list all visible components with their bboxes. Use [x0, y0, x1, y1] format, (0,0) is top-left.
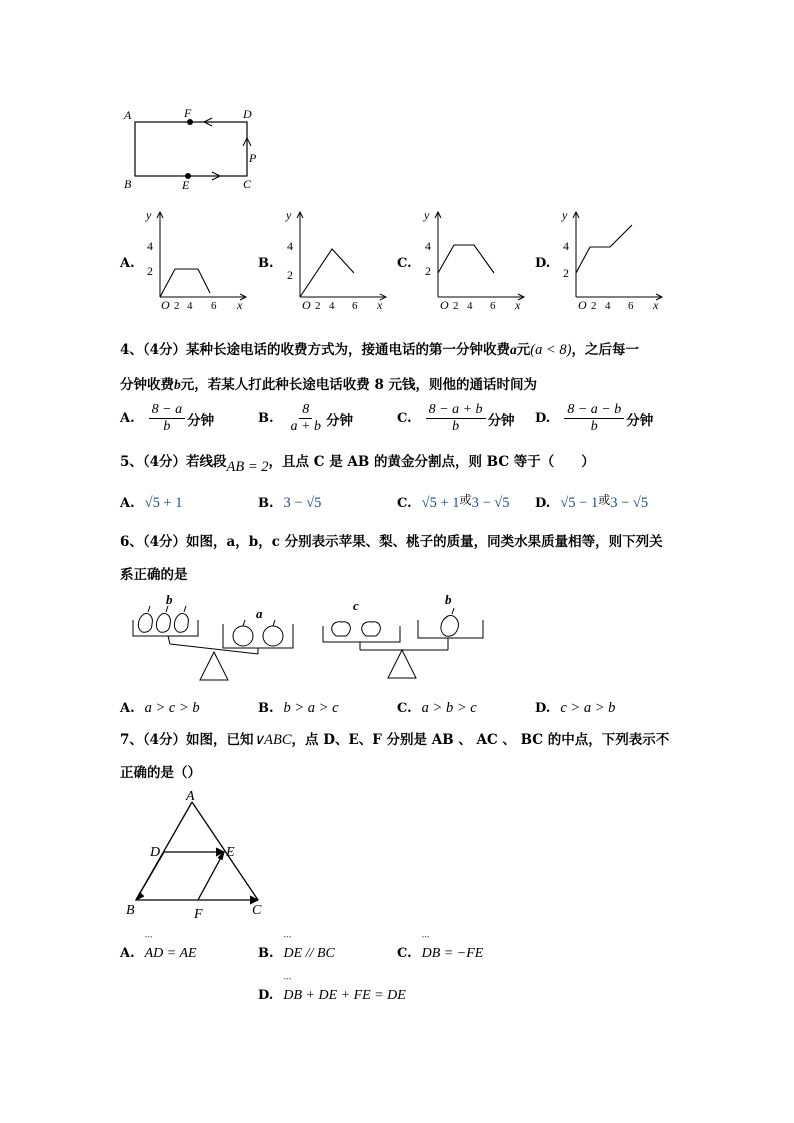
- label-E: E: [182, 178, 190, 192]
- svg-text:y: y: [424, 208, 430, 222]
- svg-text:4: 4: [563, 239, 569, 253]
- q4-line1: 4、（4分）某种长途电话的收费方式为，接通电话的第一分钟收费a元(a < 8)，之后每一: [120, 342, 639, 358]
- q4-option-b[interactable]: B. $\frac{8}{a + b}$ 分钟: [258, 402, 353, 434]
- svg-text:x: x: [653, 298, 659, 310]
- svg-text:F: F: [194, 907, 203, 922]
- q5-option-a[interactable]: A. √5 + 1: [120, 495, 183, 511]
- svg-text:y: y: [146, 208, 152, 222]
- q7-line2: 正确的是（）: [120, 765, 201, 781]
- q7-option-b[interactable]: B.``` DE // BC: [258, 942, 335, 962]
- svg-text:B: B: [126, 903, 135, 918]
- graph-c[interactable]: [418, 205, 528, 310]
- q4-option-a[interactable]: A. $\frac{8 - a}{b}$ 分钟: [120, 402, 215, 434]
- svg-text:2: 2: [147, 264, 153, 278]
- graph-d[interactable]: [556, 205, 666, 310]
- svg-text:O: O: [578, 298, 587, 310]
- q4-line2: 分钟收费b元，若某人打此种长途电话收费 8 元钱，则他的通话时间为: [120, 377, 538, 393]
- svg-text:2: 2: [425, 264, 431, 278]
- svg-text:c: c: [353, 598, 359, 613]
- label-A: A: [124, 108, 132, 122]
- q5-option-c[interactable]: C. √5 + 1或3 − √5: [397, 493, 510, 511]
- svg-text:2: 2: [563, 266, 569, 280]
- graph-option-b-letter[interactable]: B.: [258, 256, 274, 271]
- svg-text:y: y: [562, 208, 568, 222]
- q6-option-b[interactable]: B. b > a > c: [258, 700, 339, 716]
- svg-text:O: O: [440, 298, 449, 310]
- q7-option-c[interactable]: C.``` DB = −FE: [397, 942, 483, 962]
- svg-text:6: 6: [211, 300, 217, 310]
- svg-text:2: 2: [174, 300, 180, 310]
- label-B: B: [124, 177, 132, 191]
- graph-option-a-letter[interactable]: A.: [120, 256, 135, 271]
- label-D: D: [243, 107, 252, 121]
- q5-option-d[interactable]: D. √5 − 1或3 − √5: [535, 493, 649, 511]
- svg-text:x: x: [377, 298, 383, 310]
- svg-text:4: 4: [467, 300, 473, 310]
- triangle-figure: [120, 786, 280, 926]
- q6-option-d[interactable]: D. c > a > b: [535, 700, 616, 716]
- rectangle-figure: [120, 100, 270, 200]
- q7-option-a[interactable]: A.``` AD = AE: [120, 942, 197, 962]
- svg-text:a: a: [256, 606, 263, 621]
- svg-text:2: 2: [287, 268, 293, 282]
- svg-text:x: x: [515, 298, 521, 310]
- q7-line1: 7、（4分）如图，已知∨ABC，点 D、E、F 分别是 AB 、 AC 、 BC 的中点，下列表示不: [120, 732, 670, 748]
- svg-text:E: E: [226, 845, 235, 860]
- q5-stem: 5、（4分）若线段AB = 2，且点 C 是 AB 的黄金分割点，则 BC 等于（ ）: [120, 454, 595, 475]
- svg-text:6: 6: [628, 300, 634, 310]
- q4-option-c[interactable]: C. $\frac{8 - a + b}{b}$ 分钟: [397, 402, 515, 434]
- graph-b[interactable]: [280, 205, 390, 310]
- svg-text:2: 2: [453, 300, 459, 310]
- balance-scales-figure: [128, 592, 493, 687]
- svg-text:A: A: [186, 789, 195, 804]
- svg-text:2: 2: [591, 300, 597, 310]
- svg-text:6: 6: [352, 300, 358, 310]
- svg-text:x: x: [237, 298, 243, 310]
- svg-text:4: 4: [605, 300, 611, 310]
- svg-text:b: b: [166, 592, 173, 607]
- label-P: P: [249, 151, 257, 165]
- svg-text:y: y: [286, 208, 292, 222]
- svg-text:O: O: [161, 298, 170, 310]
- svg-text:D: D: [150, 845, 161, 860]
- q6-line2: 系正确的是: [120, 567, 188, 583]
- svg-text:4: 4: [287, 239, 293, 253]
- label-C: C: [243, 177, 252, 191]
- svg-text:6: 6: [490, 300, 496, 310]
- q6-option-c[interactable]: C. a > b > c: [397, 700, 477, 716]
- svg-text:4: 4: [147, 239, 153, 253]
- svg-text:4: 4: [187, 300, 193, 310]
- graph-option-d-letter[interactable]: D.: [535, 256, 551, 271]
- q6-option-a[interactable]: A. a > c > b: [120, 700, 200, 716]
- svg-text:O: O: [302, 298, 311, 310]
- svg-text:2: 2: [315, 300, 321, 310]
- svg-text:4: 4: [425, 239, 431, 253]
- q4-option-d[interactable]: D. $\frac{8 - a - b}{b}$ 分钟: [535, 402, 654, 434]
- graph-option-c-letter[interactable]: C.: [397, 256, 412, 271]
- q6-line1: 6、（4分）如图，a，b，c 分别表示苹果、梨、桃子的质量，同类水果质量相等，则下列关: [120, 534, 663, 550]
- svg-text:C: C: [252, 903, 262, 918]
- q5-option-b[interactable]: B. 3 − √5: [258, 495, 322, 511]
- svg-text:b: b: [445, 592, 452, 607]
- label-F: F: [184, 106, 192, 120]
- q7-option-d[interactable]: D.``` DB + DE + FE = DE: [258, 984, 406, 1004]
- svg-text:4: 4: [329, 300, 335, 310]
- graph-a[interactable]: [140, 205, 250, 310]
